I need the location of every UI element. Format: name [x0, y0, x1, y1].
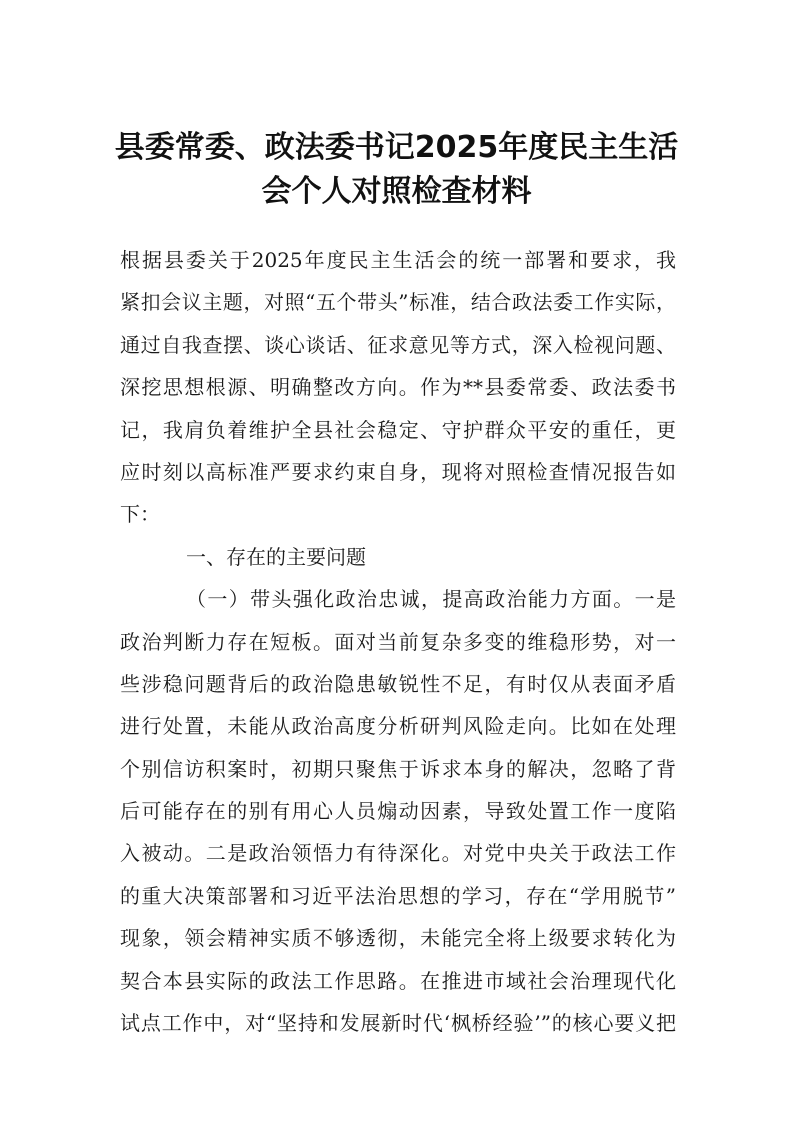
document-title-line-1: 县委常委、政法委书记2025年度民主生活 — [114, 130, 679, 165]
document-title-line-2: 会个人对照检查材料 — [261, 174, 532, 209]
body-line: 政治判断力存在短板。面对当前复杂多变的维稳形势，对一 — [120, 629, 676, 654]
body-line: 些涉稳问题背后的政治隐患敏锐性不足，有时仅从表面矛盾 — [120, 671, 676, 696]
subsection-heading-line: （一）带头强化政治忠诚，提高政治能力方面。一是 — [186, 587, 676, 612]
body-line: 深挖思想根源、明确整改方向。作为**县委常委、政法委书 — [120, 375, 676, 400]
body-line: 进行处置，未能从政治高度分析研判风险走向。比如在处理 — [120, 714, 676, 739]
body-line: 现象，领会精神实质不够透彻，未能完全将上级要求转化为 — [120, 926, 676, 951]
body-line: 的重大决策部署和习近平法治思想的学习，存在“学用脱节” — [120, 883, 676, 908]
document-body — [120, 239, 676, 1044]
section-heading: 一、存在的主要问题 — [186, 544, 366, 569]
body-line: 个别信访积案时，初期只聚焦于诉求本身的解决，忽略了背 — [120, 756, 676, 781]
body-line: 应时刻以高标准严要求约束自身，现将对照检查情况报告如 — [120, 459, 676, 484]
body-line: 记，我肩负着维护全县社会稳定、守护群众平安的重任，更 — [120, 417, 676, 442]
body-line: 紧扣会议主题，对照“五个带头”标准，结合政法委工作实际， — [120, 290, 676, 315]
body-line: 根据县委关于2025年度民主生活会的统一部署和要求，我 — [120, 248, 676, 272]
body-line: 下： — [120, 502, 160, 527]
body-line: 入被动。二是政治领悟力有待深化。对党中央关于政法工作 — [120, 841, 676, 866]
body-line: 契合本县实际的政法工作思路。在推进市域社会治理现代化 — [120, 968, 676, 993]
body-line: 后可能存在的别有用心人员煽动因素，导致处置工作一度陷 — [120, 799, 676, 824]
body-line: 试点工作中，对“坚持和发展新时代‘枫桥经验’”的核心要义把 — [120, 1011, 676, 1036]
body-line: 通过自我查摆、谈心谈话、征求意见等方式，深入检视问题、 — [120, 332, 676, 357]
